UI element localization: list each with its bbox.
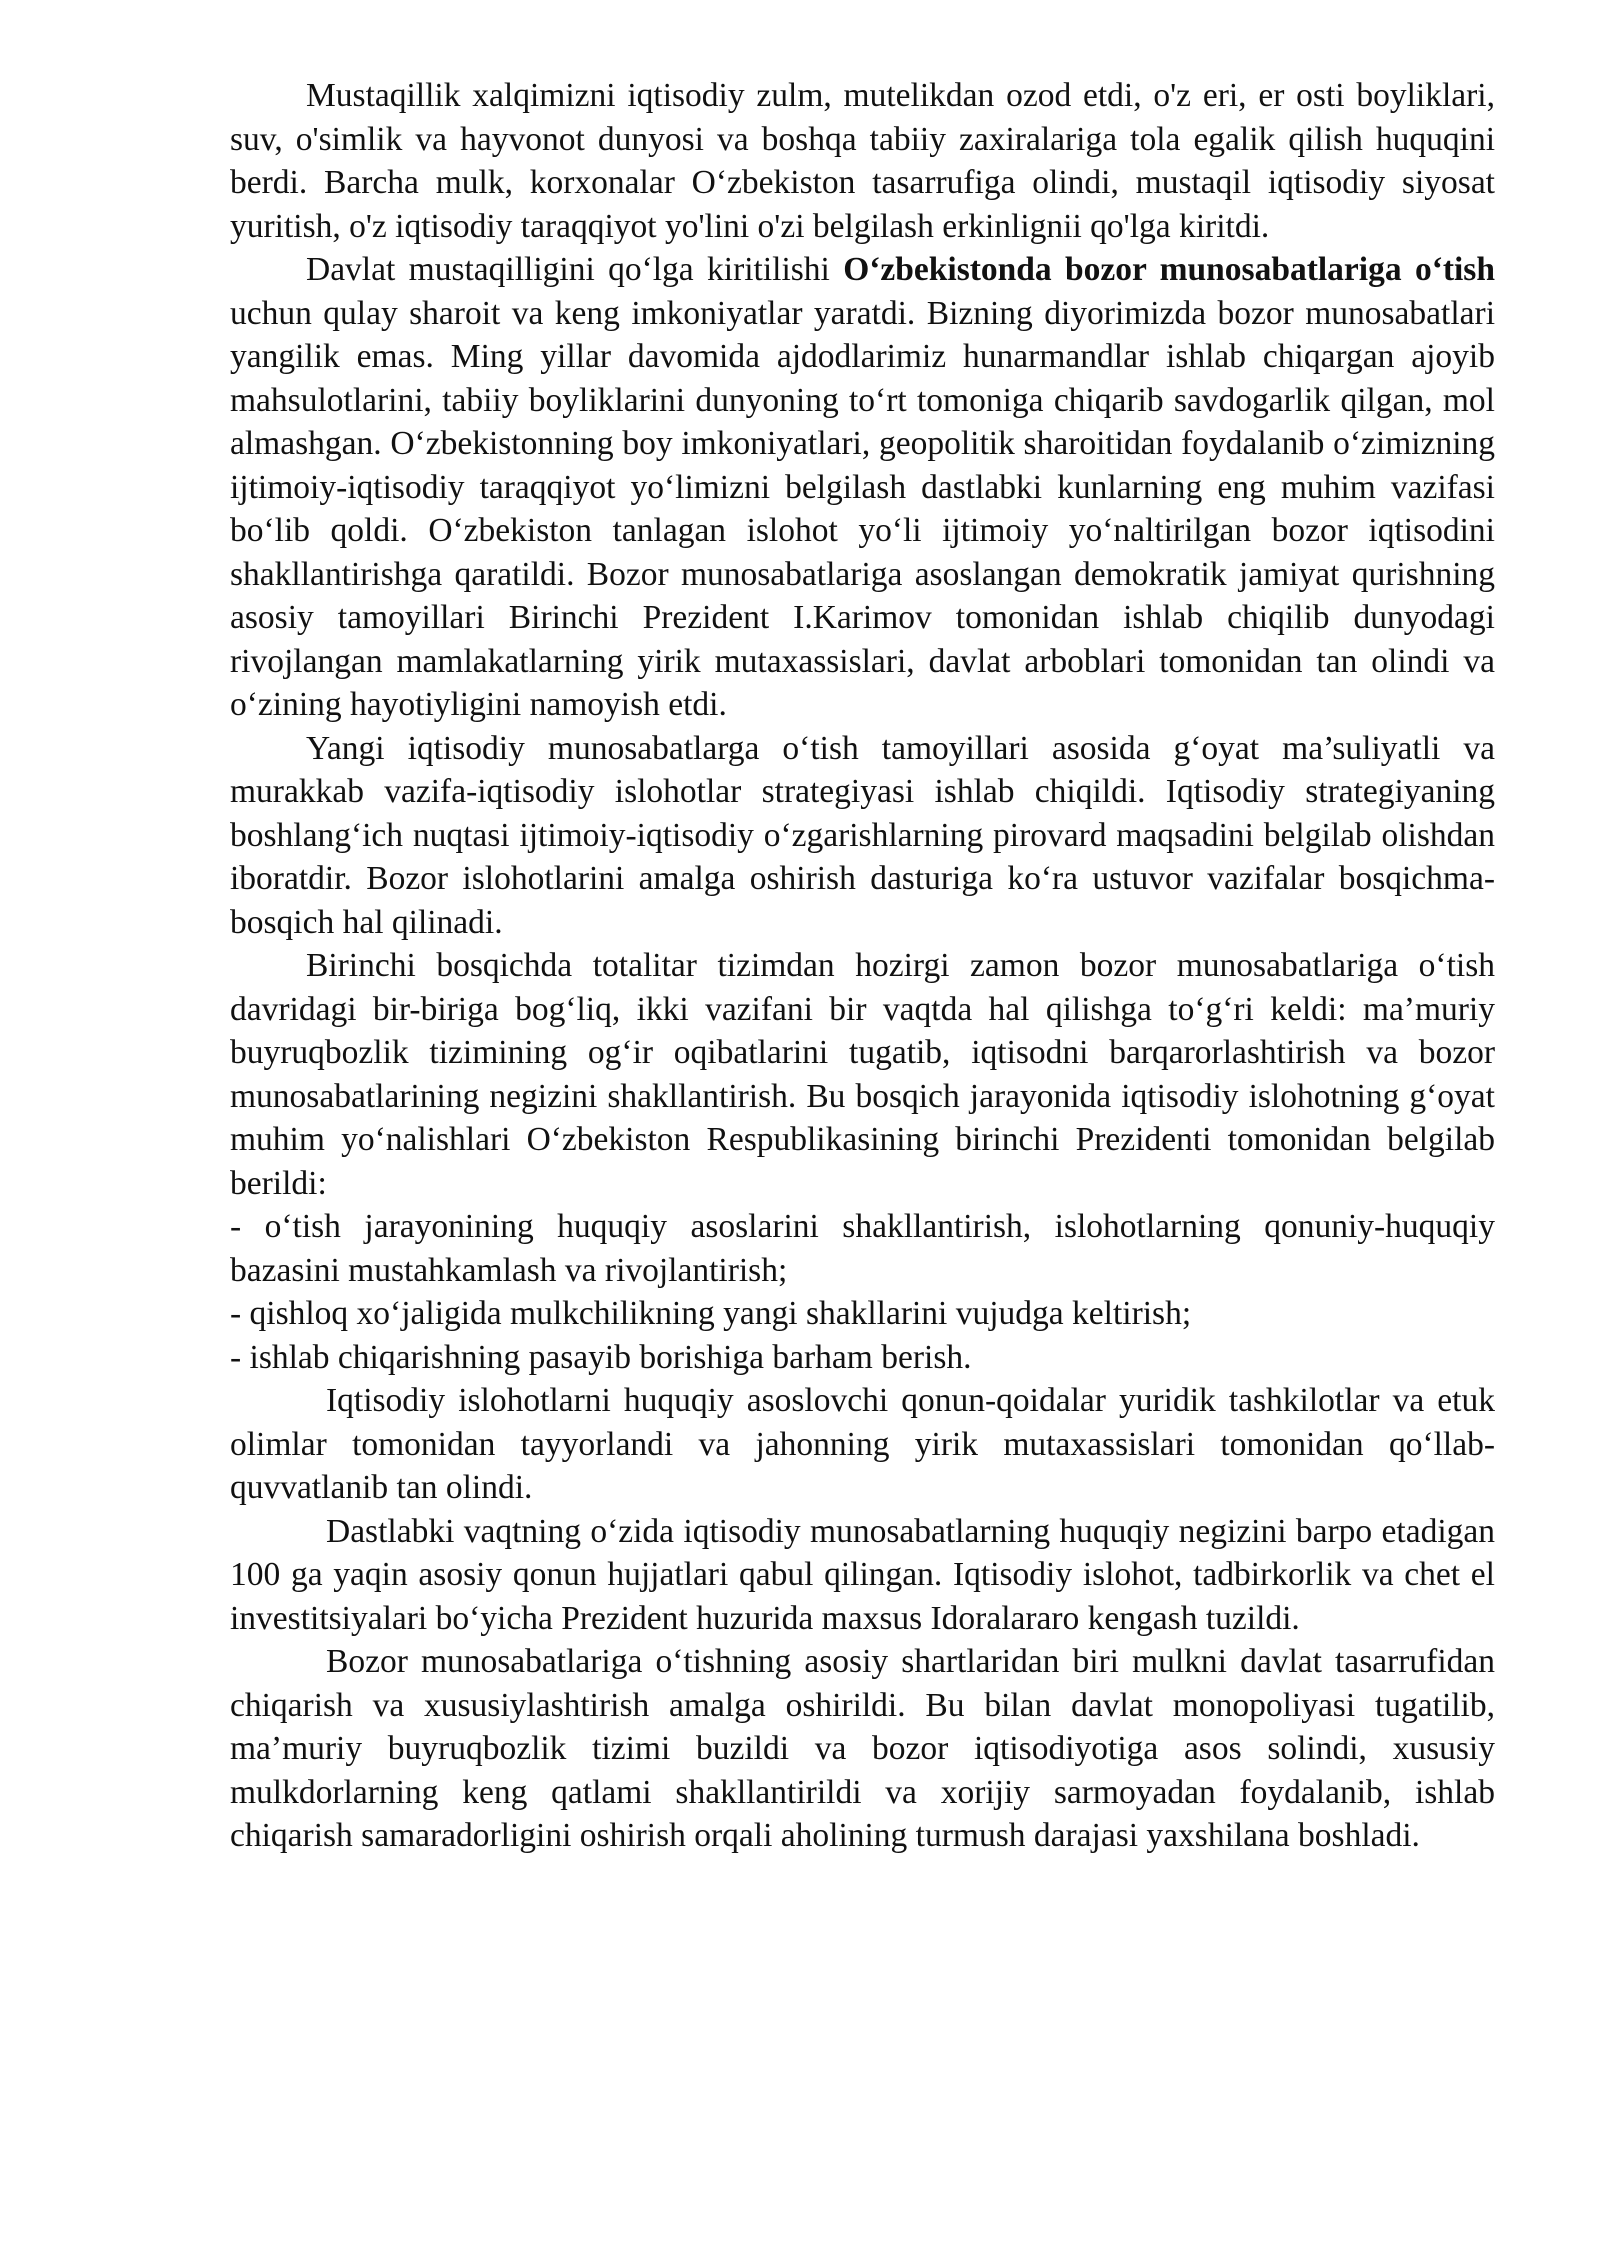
paragraph-5: Iqtisodiy islohotlarni huquqiy asoslovchi qonun-qoidalar yuridik tashkilotlar va etuk olimlar tomonidan tayyorlandi va jahonning yirik mutaxassislari tomonidan qo‘llab-quvvatlanib tan olindi.	[230, 1382, 1495, 1506]
paragraph-3: Yangi iqtisodiy munosabatlarga o‘tish tamoyillari asosida g‘oyat ma’suliyatli va murakkab vazifa-iqtisodiy islohotlar strategiyasi ishlab chiqildi. Iqtisodiy strategiyaning boshlang‘ich nuqtasi ijtimoiy-iqtisodiy o‘zgarishlarning pirovard maqsadini belgilab olishdan iboratdir. Bozor islohotlarini amalga oshirish dasturiga ko‘ra ustuvor vazifalar bosqichma-bosqich hal qilinadi.	[230, 729, 1495, 941]
document-page	[230, 74, 1495, 1858]
paragraph-2-bold-phrase: O‘zbekistonda bozor munosabatlariga o‘tish	[843, 251, 1495, 288]
paragraph-2	[230, 248, 1495, 727]
list-item: - o‘tish jarayonining huquqiy asoslarini shakllantirish, islohotlarning qonuniy-huquqiy bazasini mustahkamlash va rivojlantirish;	[230, 1208, 1495, 1289]
paragraph-4: Birinchi bosqichda totalitar tizimdan hozirgi zamon bozor munosabatlariga o‘tish davridagi bir-biriga bog‘liq, ikki vazifani bir vaqtda hal qilishga to‘g‘ri keldi: ma’muriy buyruqbozlik tizimining og‘ir oqibatlarini tugatib, iqtisodni barqarorlashtirish va bozor munosabatlarining negizini shakllantirish. Bu bosqich jarayonida iqtisodiy islohotning g‘oyat muhim yo‘nalishlari O‘zbekiston Respublikasining birinchi Prezidenti tomonidan belgilab berildi:	[230, 947, 1495, 1202]
list-item: - ishlab chiqarishning pasayib borishiga barham berish.	[230, 1338, 972, 1376]
list-item: - qishloq xo‘jaligida mulkchilikning yangi shakllarini vujudga keltirish;	[230, 1295, 1192, 1332]
paragraph-7: Bozor munosabatlariga o‘tishning asosiy shartlaridan biri mulkni davlat tasarrufidan chiqarish va xususiylashtirish amalga oshirildi. Bu bilan davlat monopoliyasi tugatilib, ma’muriy buyruqbozlik tizimi buzildi va bozor iqtisodiyotiga asos solindi, xususiy mulkdorlarning keng qatlami shakllantirildi va xorijiy sarmoyadan foydalanib, ishlab chiqarish samaradorligini oshirish orqali aholining turmush darajasi yaxshilana boshladi.	[230, 1643, 1495, 1854]
paragraph-2-start: Davlat mustaqilligini qo‘lga kiritilishi	[306, 251, 844, 288]
paragraph-2-rest: uchun qulay sharoit va keng imkoniyatlar yaratdi. Bizning diyorimizda bozor munosabatlari yangilik emas. Ming yillar davomida ajdodlarimiz hunarmandlar ishlab chiqargan ajoyib mahsulotlarini, tabiiy boyliklarini dunyoning to‘rt tomoniga chiqarib savdogarlik qilgan, mol almashgan. O‘zbekistonning boy imkoniyatlari, geopolitik sharoitidan foydalanib o‘zimizning ijtimoiy-iqtisodiy taraqqiyot yo‘limizni belgilash dastlabki kunlarning eng muhim vazifasi bo‘lib qoldi. O‘zbekiston tanlagan islohot yo‘li ijtimoiy yo‘naltirilgan bozor iqtisodini shakllantirishga qaratildi. Bozor munosabatlariga asoslangan demokratik jamiyat qurishning asosiy tamoyillari Birinchi Prezident I.Karimov tomonidan ishlab chiqilib dunyodagi rivojlangan mamlakatlarning yirik mutaxassislari, davlat arboblari tomonidan tan olindi va o‘zining hayotiyligini namoyish etdi.	[230, 294, 1495, 723]
paragraph-6: Dastlabki vaqtning o‘zida iqtisodiy munosabatlarning huquqiy negizini barpo etadigan 100 ga yaqin asosiy qonun hujjatlari qabul qilingan. Iqtisodiy islohot, tadbirkorlik va chet el investitsiyalari bo‘yicha Prezident huzurida maxsus Idoralararo kengash tuzildi.	[230, 1512, 1495, 1637]
paragraph-1: Mustaqillik xalqimizni iqtisodiy zulm, mutelikdan ozod etdi, o'z eri, er osti boyliklari, suv, o'simlik va hayvonot dunyosi va boshqa tabiiy zaxiralariga tola egalik qilish huquqini berdi. Barcha mulk, korxonalar O‘zbekiston tasarrufiga olindi, mustaqil iqtisodiy siyosat yuritish, o'z iqtisodiy taraqqiyot yo'lini o'zi belgilash erkinlignii qo'lga kiritdi.	[230, 77, 1495, 245]
